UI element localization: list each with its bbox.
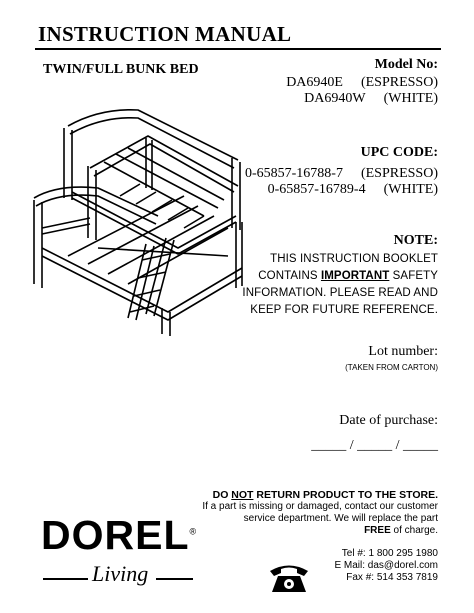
- purchase-date-label: Date of purchase:: [339, 413, 438, 428]
- product-name: TWIN/FULL BUNK BED: [43, 62, 199, 77]
- note-line: THIS INSTRUCTION BOOKLET: [270, 253, 438, 265]
- upc-color: (WHITE): [383, 182, 438, 197]
- note-line: INFORMATION. PLEASE READ AND: [242, 287, 438, 299]
- contact-phone: Tel #: 1 800 295 1980: [341, 548, 438, 559]
- model-row: [286, 75, 438, 91]
- lot-number-label: Lot number:: [368, 344, 438, 359]
- important-emphasis: IMPORTANT: [320, 270, 390, 282]
- note-line: CONTAINS IMPORTANT SAFETY: [258, 270, 438, 282]
- page-title: INSTRUCTION MANUAL: [38, 22, 292, 46]
- safety-note: [242, 251, 438, 319]
- upc-code: 0-65857-16788-7: [244, 166, 343, 181]
- store-notice-heading: DO NOT RETURN PRODUCT TO THE STORE.: [212, 489, 438, 501]
- model-heading: Model No:: [374, 57, 438, 72]
- upc-heading: UPC CODE:: [360, 145, 438, 160]
- store-notice-line: If a part is missing or damaged, contact our customer: [202, 501, 438, 512]
- upc-code: 0-65857-16789-4: [267, 182, 366, 197]
- model-color: (ESPRESSO): [360, 75, 438, 90]
- model-code: DA6940W: [304, 91, 366, 106]
- brand-logo: DOREL®: [41, 512, 198, 558]
- contact-email: E Mail: das@dorel.com: [334, 560, 438, 571]
- upc-list: [245, 166, 438, 198]
- store-notice: [202, 489, 438, 537]
- bunk-bed-illustration: [28, 88, 248, 338]
- model-color: (WHITE): [383, 91, 438, 106]
- note-heading: NOTE:: [393, 233, 438, 248]
- brand-rule-right: [156, 578, 193, 580]
- model-row: [286, 91, 438, 107]
- store-notice-line: service department. We will replace the part: [243, 513, 438, 524]
- upc-row: [245, 166, 438, 182]
- lot-number-hint: (TAKEN FROM CARTON): [345, 363, 438, 372]
- brand-rule-left: [43, 578, 88, 580]
- contact-info: [334, 548, 438, 584]
- upc-color: (ESPRESSO): [360, 166, 438, 181]
- title-divider: [35, 48, 441, 50]
- telephone-icon: [268, 562, 310, 594]
- store-notice-line: FREE of charge.: [364, 525, 438, 536]
- contact-fax: Fax #: 514 353 7819: [346, 572, 438, 583]
- brand-tagline: Living: [92, 561, 149, 586]
- upc-row: [245, 182, 438, 198]
- model-code: DA6940E: [286, 75, 343, 90]
- purchase-date-blank: _____ / _____ / _____: [311, 438, 438, 453]
- model-list: [286, 75, 438, 107]
- note-line: KEEP FOR FUTURE REFERENCE.: [250, 304, 438, 316]
